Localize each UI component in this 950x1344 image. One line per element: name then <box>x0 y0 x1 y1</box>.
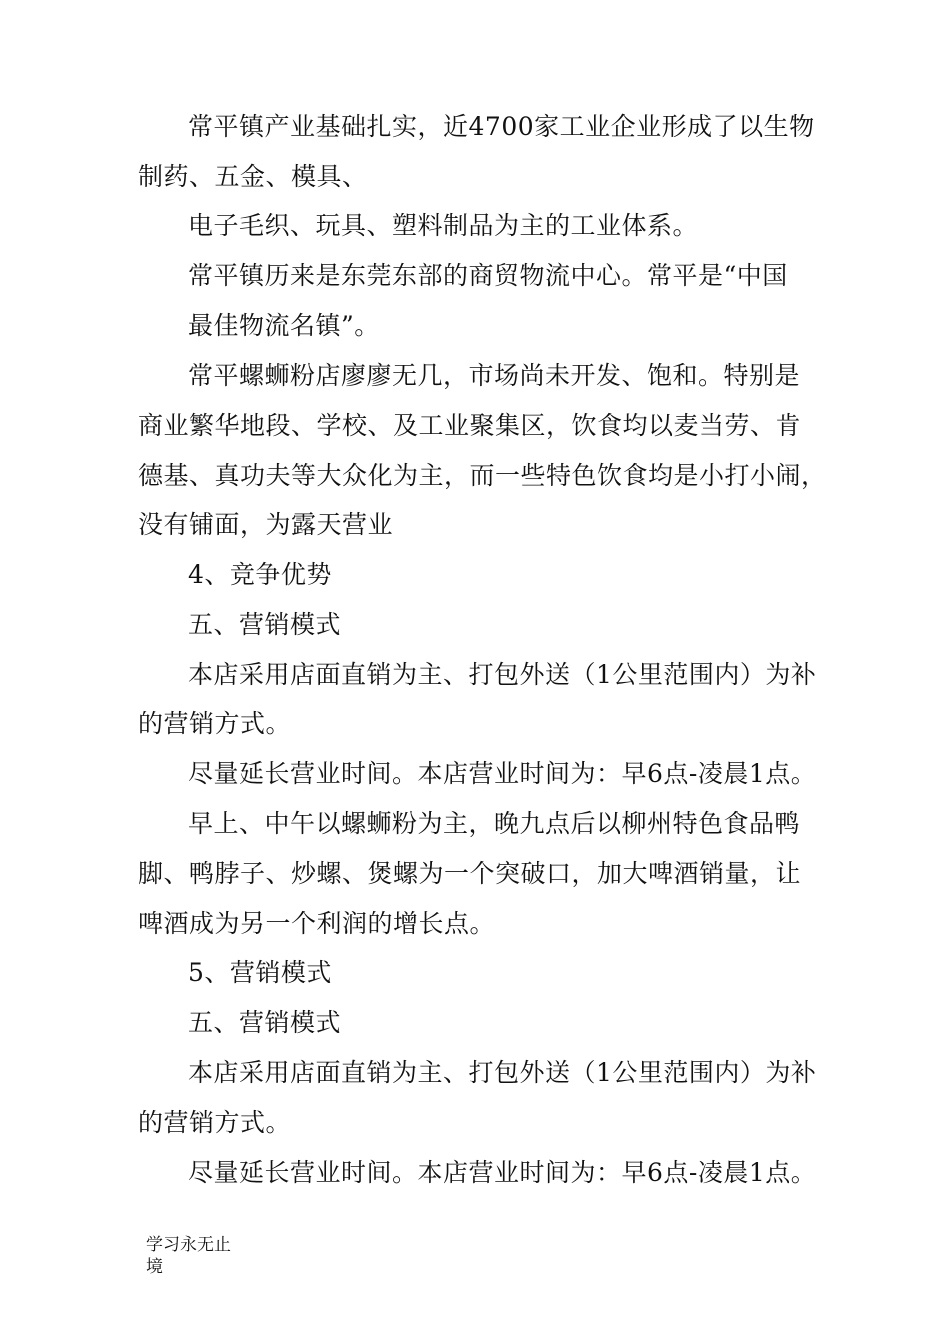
paragraph-line: 常平镇历来是东莞东部的商贸物流中心。常平是“中国 <box>188 261 788 290</box>
section-heading: 五、营销模式 <box>188 1008 342 1037</box>
paragraph-line: 制药、五金、模具、 <box>138 162 368 191</box>
paragraph-line: 德基、真功夫等大众化为主，而一些特色饮食均是小打小闹， <box>138 461 827 490</box>
section-heading: 4、竞争优势 <box>188 560 332 589</box>
paragraph-line: 尽量延长营业时间。本店营业时间为：早6点-凌晨1点。 <box>188 1158 817 1187</box>
paragraph-line: 的营销方式。 <box>138 709 292 738</box>
section-heading: 五、营销模式 <box>188 610 342 639</box>
paragraph-line: 常平镇产业基础扎实，近4700家工业企业形成了以生物 <box>188 112 815 141</box>
paragraph-line: 本店采用店面直销为主、打包外送（1公里范围内）为补 <box>188 660 817 689</box>
footer-text: 境 <box>146 1257 163 1277</box>
paragraph-line: 常平螺蛳粉店廖廖无几，市场尚未开发、饱和。特别是 <box>188 361 801 390</box>
paragraph-line: 本店采用店面直销为主、打包外送（1公里范围内）为补 <box>188 1058 817 1087</box>
paragraph-line: 电子毛织、玩具、塑料制品为主的工业体系。 <box>188 211 699 240</box>
footer-text: 学习永无止 <box>146 1235 231 1255</box>
paragraph-line: 没有铺面，为露天营业 <box>138 510 394 539</box>
paragraph-line: 商业繁华地段、学校、及工业聚集区，饮食均以麦当劳、肯 <box>138 411 802 440</box>
section-heading: 5、营销模式 <box>188 958 332 987</box>
paragraph-line: 啤酒成为另一个利润的增长点。 <box>138 909 496 938</box>
paragraph-line: 尽量延长营业时间。本店营业时间为：早6点-凌晨1点。 <box>188 759 817 788</box>
paragraph-line: 脚、鸭脖子、炒螺、煲螺为一个突破口，加大啤酒销量，让 <box>138 859 802 888</box>
paragraph-line: 早上、中午以螺蛳粉为主，晚九点后以柳州特色食品鸭 <box>188 809 801 838</box>
paragraph-line: 最佳物流名镇”。 <box>188 311 380 340</box>
paragraph-line: 的营销方式。 <box>138 1108 292 1137</box>
